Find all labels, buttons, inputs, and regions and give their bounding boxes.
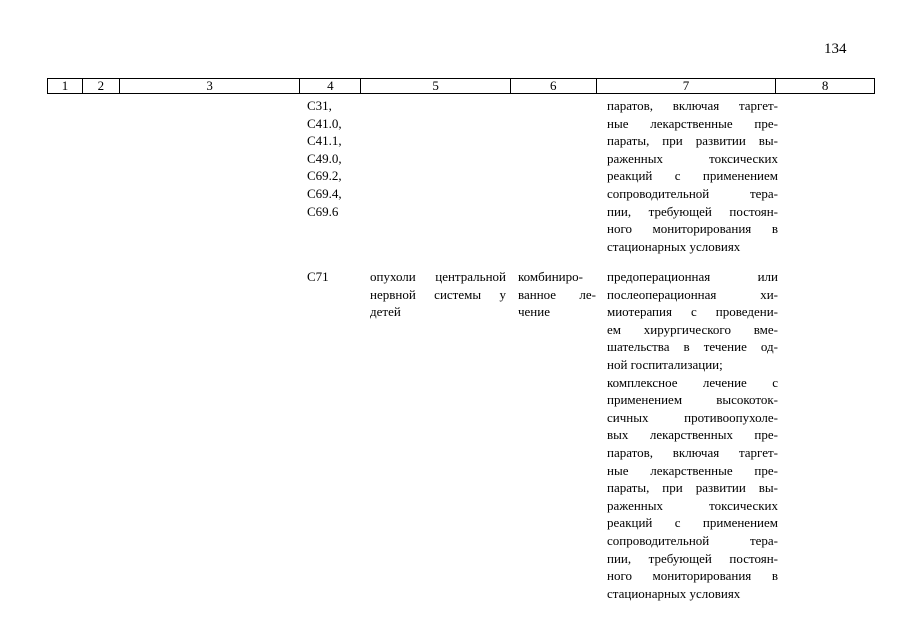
header-cell-8: 8: [821, 78, 829, 93]
treatment-type-line: комбиниро-: [518, 269, 583, 284]
diagnosis-line: опухоли центральной: [370, 269, 506, 284]
treatment-line: ные лекарственные пре-: [607, 115, 778, 131]
page-number: 134: [824, 41, 847, 57]
treatment-line: вых лекарственных пре-: [607, 427, 778, 443]
treatment-line: ного мониторирования в: [607, 568, 778, 584]
diagnosis-line: нервной системы у: [370, 286, 506, 302]
icd-code: C69.6: [307, 203, 339, 219]
header-cell-6: 6: [511, 79, 597, 93]
treatment-line: сопроводительной тера-: [607, 185, 778, 201]
treatment-line: паратов, включая таргет-: [607, 444, 778, 460]
treatment-line: сичных противоопухоле-: [607, 409, 778, 425]
treatment-line: ем хирургического вме-: [607, 321, 778, 337]
continuation-treatment-cell: [607, 97, 778, 255]
table-header-row: [47, 78, 875, 94]
header-cell-3: 3: [120, 79, 301, 93]
treatment-line: реакций с применением: [607, 168, 778, 184]
icd-code: C71: [307, 269, 329, 284]
diagnosis-line: детей: [370, 304, 401, 320]
icd-code: C41.1,: [307, 133, 342, 149]
continuation-codes-cell: [307, 97, 357, 220]
treatment-line: стационарных условиях: [607, 238, 741, 254]
treatment-type-line: чение: [518, 304, 550, 320]
treatment-line: пии, требующей постоян-: [607, 550, 778, 566]
treatment-line: параты, при развитии вы-: [607, 480, 778, 496]
treatment-line: параты, при развитии вы-: [607, 133, 778, 149]
treatment-line: ного мониторирования в: [607, 221, 778, 237]
treatment-line: сопроводительной тера-: [607, 532, 778, 548]
header-cell-2: 2: [83, 79, 120, 93]
treatment-line: стационарных условиях: [607, 585, 741, 601]
treatment-line: миотерапия с проведени-: [607, 304, 778, 320]
treatment-line: реакций с применением: [607, 515, 778, 531]
header-cell-7: 7: [597, 79, 777, 93]
icd-code: C41.0,: [307, 115, 342, 131]
treatment-line: раженных токсических: [607, 150, 778, 166]
row-code-cell: [307, 268, 357, 286]
header-cell-5: 5: [361, 79, 511, 93]
treatment-line: послеоперационная хи-: [607, 286, 778, 302]
treatment-line: пии, требующей постоян-: [607, 203, 778, 219]
icd-code: C49.0,: [307, 150, 342, 166]
icd-code: C31,: [307, 98, 332, 113]
icd-code: C69.2,: [307, 168, 342, 184]
treatment-line: предоперационная или: [607, 269, 778, 284]
treatment-type-line: ванное ле-: [518, 286, 596, 302]
row-diagnosis-cell: [370, 268, 506, 321]
treatment-line: раженных токсических: [607, 497, 778, 513]
row-treatment-cell: [607, 268, 778, 602]
treatment-line: применением высокоток-: [607, 392, 778, 408]
treatment-line: шательства в течение од-: [607, 339, 778, 355]
icd-code: C69.4,: [307, 185, 342, 201]
treatment-line: ные лекарственные пре-: [607, 462, 778, 478]
header-cell-1: 1: [48, 79, 83, 93]
treatment-line: ной госпитализации;: [607, 356, 723, 372]
treatment-line: комплексное лечение с: [607, 374, 778, 390]
treatment-line: паратов, включая таргет-: [607, 98, 778, 113]
row-treatment-type-cell: [518, 268, 596, 321]
header-cell-4: 4: [300, 79, 361, 93]
